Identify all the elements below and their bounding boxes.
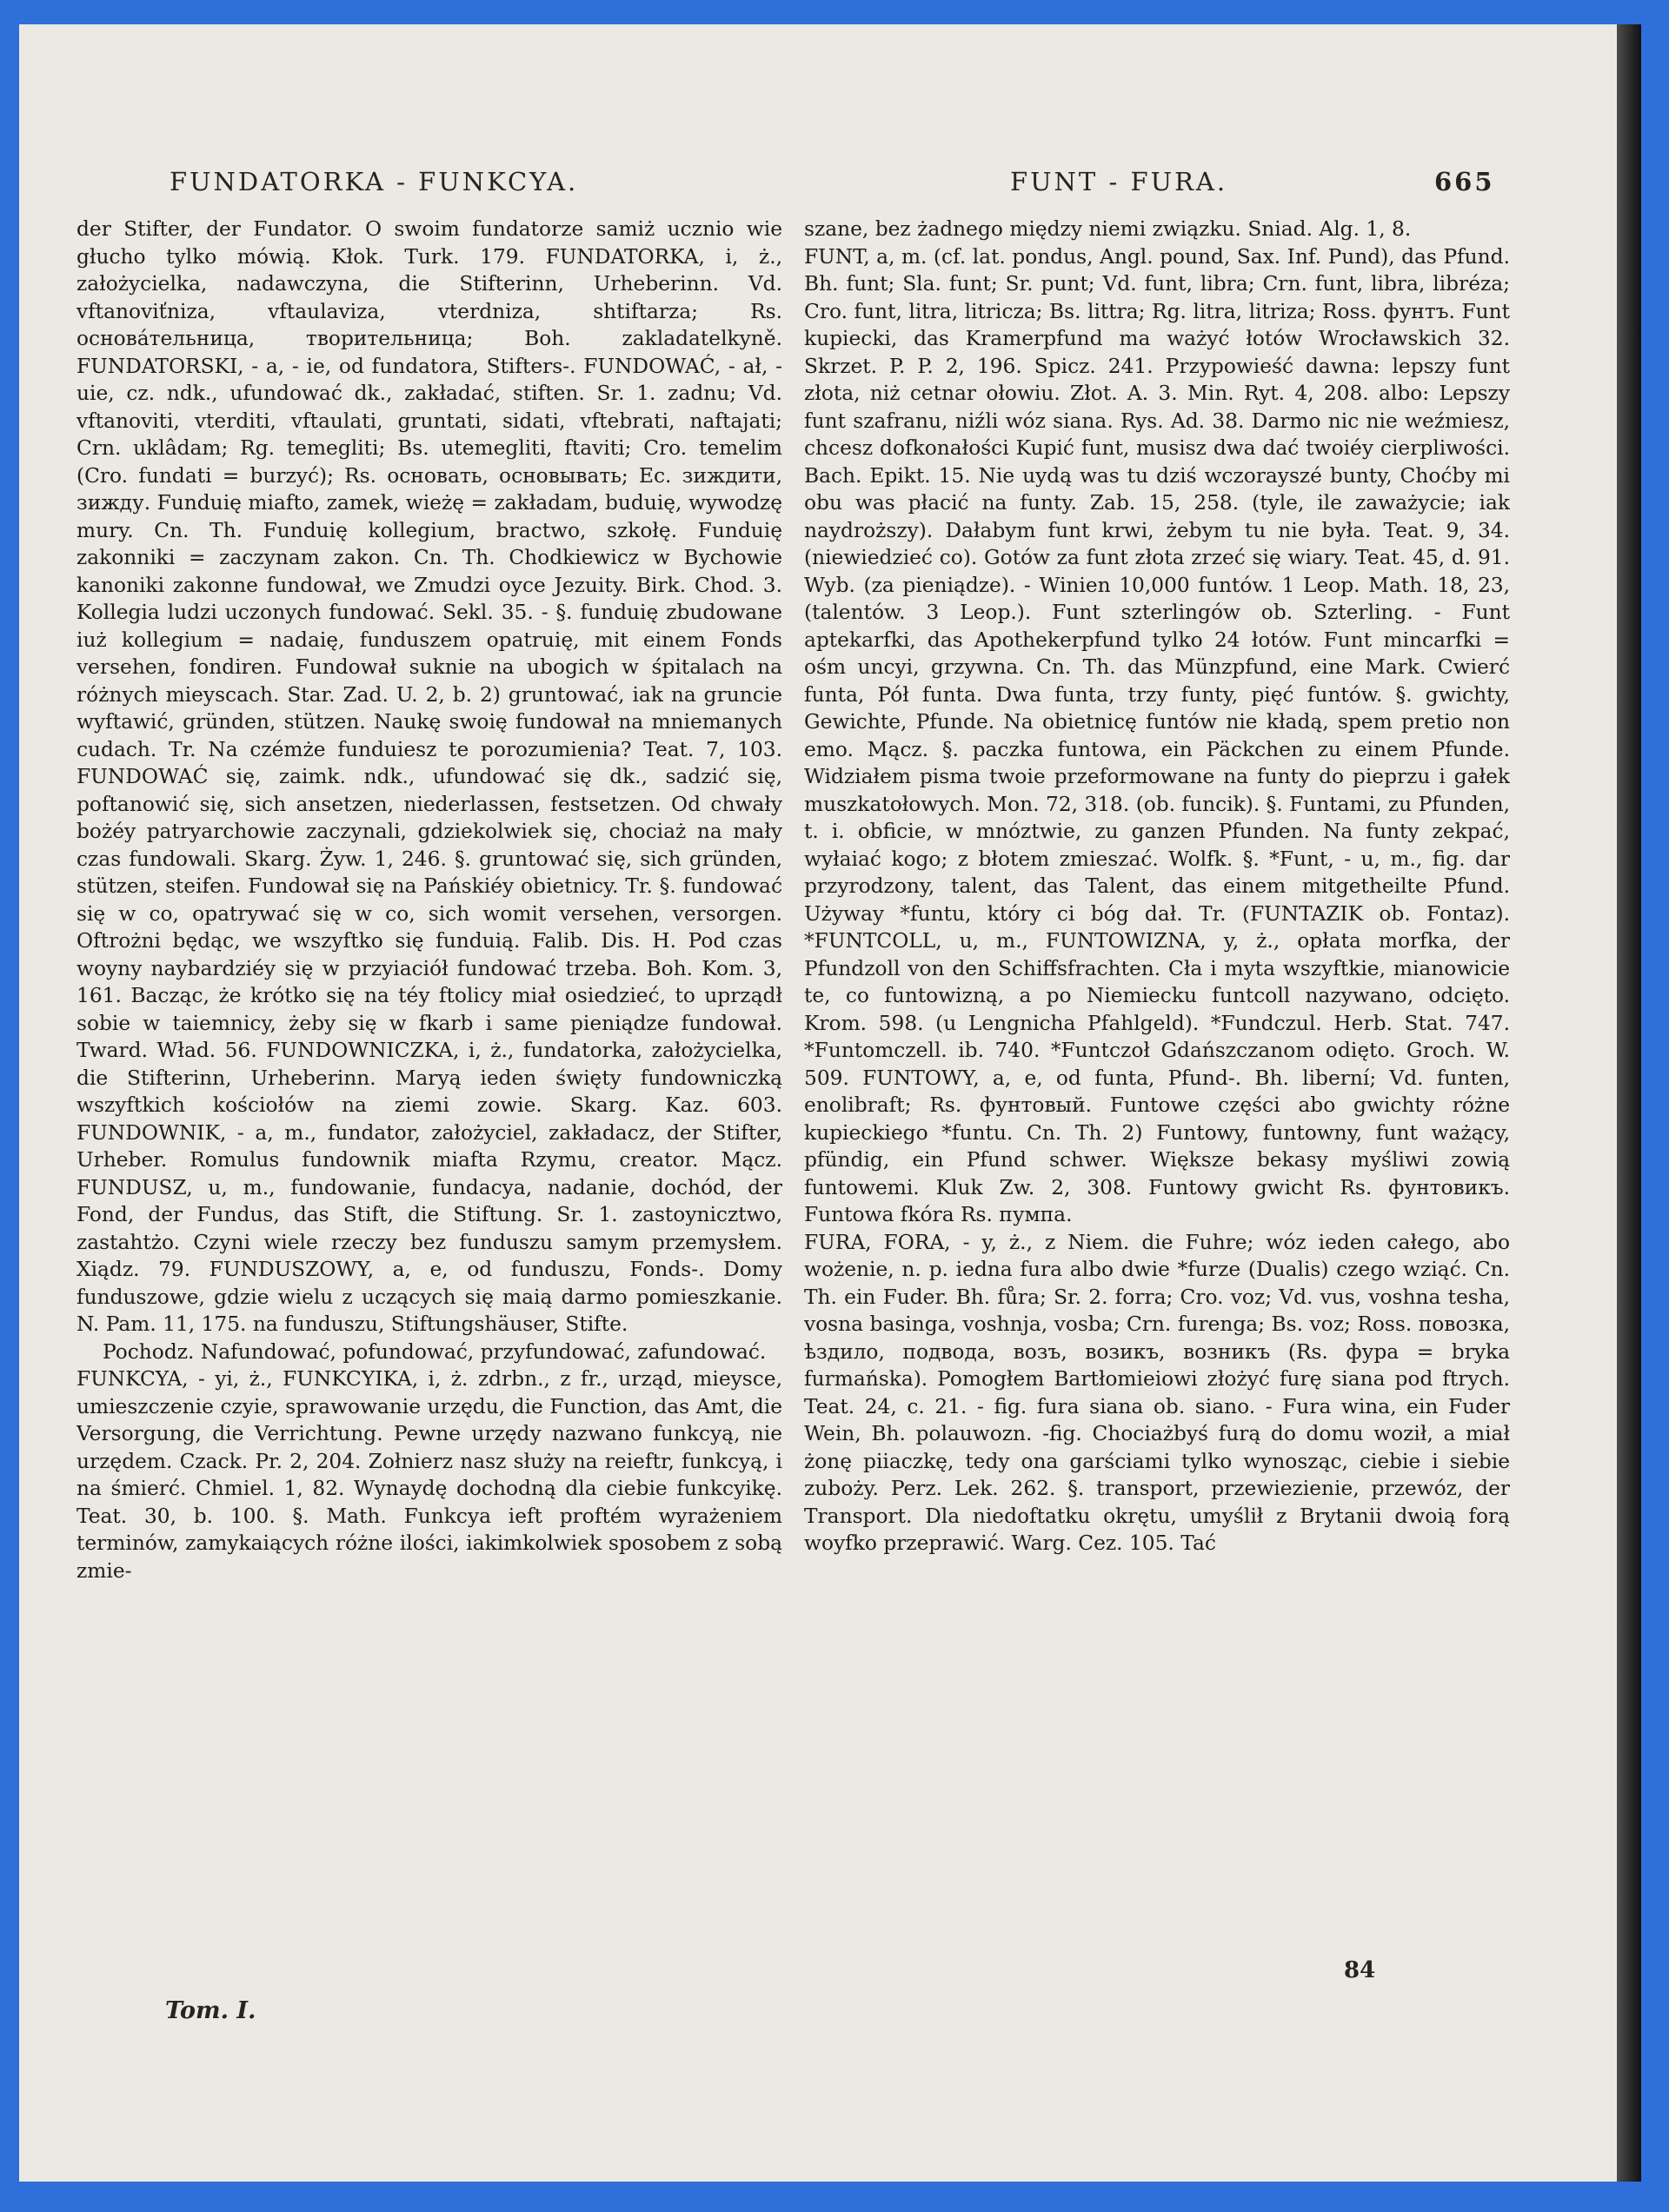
entry-continuation: szane, bez żadnego między niemi związku. Sniad. Alg. 1, 8.	[804, 217, 1412, 241]
entry-fundator: der Stifter, der Fundator. O swoim fundatorze samiż ucznio wie głucho tylko mówią. Kłok. Turk. 179. FUNDATORKA, i, ż., założycielka, nadawczyna, die Stifterinn, Urheberinn. Vd. vftanoviťniza, vftaulaviza, vterdniza, shtiftarza; Rs. основа́тельница, творительница; Boh. zakladatelkyně. FUNDATORSKI, - a, - ie, od fundatora, Stifters-. FUNDOWAĆ, - ał, - uie, cz. ndk., ufundować dk., zakładać, stiften. Sr. 1. zadnu; Vd. vftanoviti, vterditi, vftaulati, gruntati, sidati, vftebrati, naftajati; Crn. uklâdam; Rg. temegliti; Bs. utemegliti, ftaviti; Cro. temelim (Cro. fundati = burzyć); Rs. основать, основывать; Ec. зиждити, зижду. Funduię miafto, zamek, wieżę = zakładam, buduię, wywodzę mury. Cn. Th. Funduię kollegium, bractwo, szkołę. Funduię zakonniki = zaczynam zakon. Cn. Th. Chodkiewicz w Bychowie kanoniki zakonne fundował, we Zmudzi oyce Jezuity. Birk. Chod. 3. Kollegia ludzi uczonych fundować. Sekl. 35. - §. funduię zbudowane iuż kollegium = nadaię, funduszem opatruię, mit einem Fonds versehen, fondiren. Fundował suknie na ubogich w śpitalach na różnych mieyscach. Star. Zad. U. 2, b. 2) gruntować, iak na gruncie wyftawić, gründen, stützen. Naukę swoię fundował na mniemanych cudach. Tr. Na czémże funduiesz te porozumienia? Teat. 7, 103. FUNDOWAĆ się, zaimk. ndk., ufundować się dk., sadzić się, poftanowić się, sich ansetzen, niederlassen, festsetzen. Od chwały bożéy patryarchowie zaczynali, gdziekolwiek się, chociaż na mały czas fundowali. Skarg. Żyw. 1, 246. §. gruntować się, sich gründen, stützen, steifen. Fundował się na Pańskiéy obietnicy. Tr. §. fundować się w co, opatrywać się w co, sich womit versehen, versorgen. Oftrożni będąc, we wszyftko się funduią. Falib. Dis. H. Pod czas woyny naybardziéy się w przyiaciół fundować trzeba. Boh. Kom. 3, 161. Bacząc, że krótko się na téy ftolicy miał osiedzieć, to uprządł sobie w taiemnicy, żeby się w fkarb i same pieniądze fundował. Tward. Wład. 56. FUNDOWNICZKA, i, ż., fundatorka, założycielka, die Stifterinn, Urheberinn. Maryą ieden święty fundowniczką wszyftkich kościołów na ziemi zowie. Skarg. Kaz. 603. FUNDOWNIK, - a, m., fundator, założyciel, zakładacz, der Stifter, Urheber. Romulus fundownik miafta Rzymu, creator. Mącz. FUNDUSZ, u, m., fundowanie, fundacya, nadanie, dochód, der Fond, der Fundus, das Stift, die Stiftung. Sr. 1. zastoynicztwo, zastahtżo. Czyni wiele rzeczy bez funduszu samym przemysłem. Xiądz. 79. FUNDUSZOWY, a, e, od funduszu, Fonds-. Domy funduszowe, gdzie wielu z uczących się maią darmo pomieszkanie. N. Pam. 11, 175. na funduszu, Stiftungshäuser, Stifte.	[76, 217, 782, 1336]
running-head-left: FUNDATORKA - FUNKCYA.	[170, 167, 579, 196]
entry-funkcya: FUNKCYA, - yi, ż., FUNKCYIKA, i, ż. zdrbn., z fr., urząd, mieysce, umieszczenie czyie, sprawowanie urzędu, die Function, das Amt, die Versorgung, die Verrichtung. Pewne urzędy nazwano funkcyą, nie urzędem. Czack. Pr. 2, 204. Zołnierz nasz służy na reieftr, funkcyą, i na śmierć. Chmiel. 1, 82. Wynaydę dochodną dla ciebie funkcyikę. Teat. 30, b. 100. §. Math. Funkcya ieft proftém wyrażeniem terminów, zamykaiących różne ilości, iakimkolwiek sposobem z sobą zmie-	[76, 1367, 782, 1583]
entry-pochodz: Pochodz. Nafundować, pofundować, przyfundować, zafundować.	[103, 1339, 767, 1364]
volume-label: Tom. I.	[165, 1997, 256, 2024]
scan-background-edge	[1641, 0, 1669, 2212]
entry-fura: FURA, FORA, - y, ż., z Niem. die Fuhre; wóz ieden całego, abo wożenie, n. p. iedna fura albo dwie *furze (Dualis) czego wziąć. Cn. Th. ein Fuder. Bh. fůra; Sr. 2. forra; Cro. voz; Vd. vus, voshna tesha, vosna basinga, voshnja, vosba; Crn. furenga; Bs. voz; Ross. повозка, ѣздило, подвода, возъ, возикъ, возникъ (Rs. фура = bryka furmańska). Pomogłem Bartłomieiowi złożyć furę siana pod ftrych. Teat. 24, c. 21. - fig. fura siana ob. siano. - Fura wina, ein Fuder Wein, Bh. polauwozn. -fig. Chociażbyś furą do domu woził, a miał żonę piiaczkę, tedy ona garściami tylko wynosząc, ciebie i siebie zuboży. Perz. Lek. 262. §. transport, przewiezienie, przewóz, der Transport. Dla niedoftatku okrętu, umyślił z Brytanii dwoią forą woyfko przeprawić. Warg. Cez. 105. Tać	[804, 1230, 1510, 1555]
right-column	[804, 216, 1510, 1989]
page-number: 665	[1434, 167, 1495, 196]
signature-mark: 84	[1344, 1957, 1376, 1983]
entry-funt: FUNT, a, m. (cf. lat. pondus, Angl. pound, Sax. Inf. Pund), das Pfund. Bh. funt; Sla. funt; Sr. punt; Vd. funt, libra; Crn. funt, libra, libréza; Cro. funt, litra, litricza; Bs. littra; Rg. litra, litriza; Ross. фунтъ. Funt kupiecki, das Kramerpfund ma ważyć łotów Wrocławskich 32. Skrzet. P. P. 2, 196. Spicz. 241. Przypowieść dawna: lepszy funt złota, niż cetnar ołowiu. Złot. A. 3. Min. Ryt. 4, 208. albo: Lepszy funt szafranu, niźli wóz siana. Rys. Ad. 38. Darmo nic nie weźmiesz, chcesz dofkonałości Kupić funt, musisz dwa dać twoiéy cierpliwości. Bach. Epikt. 15. Nie uydą was tu dziś wczorayszé bunty, Choćby mi obu was płacić na funty. Zab. 15, 258. (tyle, ile zaważycie; iak naydroższy). Dałabym funt krwi, żebym tu nie była. Teat. 9, 34. (niewiedzieć co). Gotów za funt złota zrzeć się wiary. Teat. 45, d. 91. Wyb. (za pieniądze). - Winien 10,000 funtów. 1 Leop. Math. 18, 23, (talentów. 3 Leop.). Funt szterlingów ob. Szterling. - Funt aptekarfki, das Apothekerpfund tylko 24 łotów. Funt mincarfki = ośm uncyi, grzywna. Cn. Th. das Münzpfund, eine Mark. Cwierć funta, Pół funta. Dwa funta, trzy funty, pięć funtów. §. gwichty, Gewichte, Pfunde. Na obietnicę funtów nie kładą, spem pretio non emo. Mącz. §. paczka funtowa, ein Päckchen zu einem Pfunde. Widziałem pisma twoie przeformowane na funty do pieprzu i gałek muszkatołowych. Mon. 72, 318. (ob. funcik). §. Funtami, zu Pfunden, t. i. obficie, w mnóztwie, zu ganzen Pfunden. Na funty zekpać, wyłaiać kogo; z błotem zmieszać. Wolfk. §. *Funt, - u, m., fig. dar przyrodzony, talent, das Talent, das einem mitgetheilte Pfund. Używay *funtu, który ci bóg dał. Tr. (FUNTAZIK ob. Fontaz). *FUNTCOLL, u, m., FUNTOWIZNA, y, ż., opłata morfka, der Pfundzoll von den Schiffsfrachten. Cła i myta wszyftkie, mianowicie te, co funtowizną, a po Niemiecku funtcoll nazywano, odcięto. Krom. 598. (u Lengnicha Pfahlgeld). *Fundczul. Herb. Stat. 747. *Funtomczell. ib. 740. *Funtczoł Gdańszczanom odięto. Groch. W. 509. FUNTOWY, a, e, od funta, Pfund-. Bh. liberní; Vd. funten, enolibraft; Rs. фунтовый. Funtowe części abo gwichty różne kupieckiego *funtu. Cn. Th. 2) Funtowy, funtowny, funt ważący, pfündig, ein Pfund schwer. Większe bekasy myśliwi zowią funtowemi. Kluk Zw. 2, 308. Funtowy gwicht Rs. фунтовикъ. Funtowa fkóra Rs. пумпа.	[804, 244, 1510, 1226]
running-head-right: FUNT - FURA.	[1010, 167, 1228, 196]
left-column	[76, 216, 782, 1989]
scan-edge-shadow	[1617, 24, 1641, 2182]
